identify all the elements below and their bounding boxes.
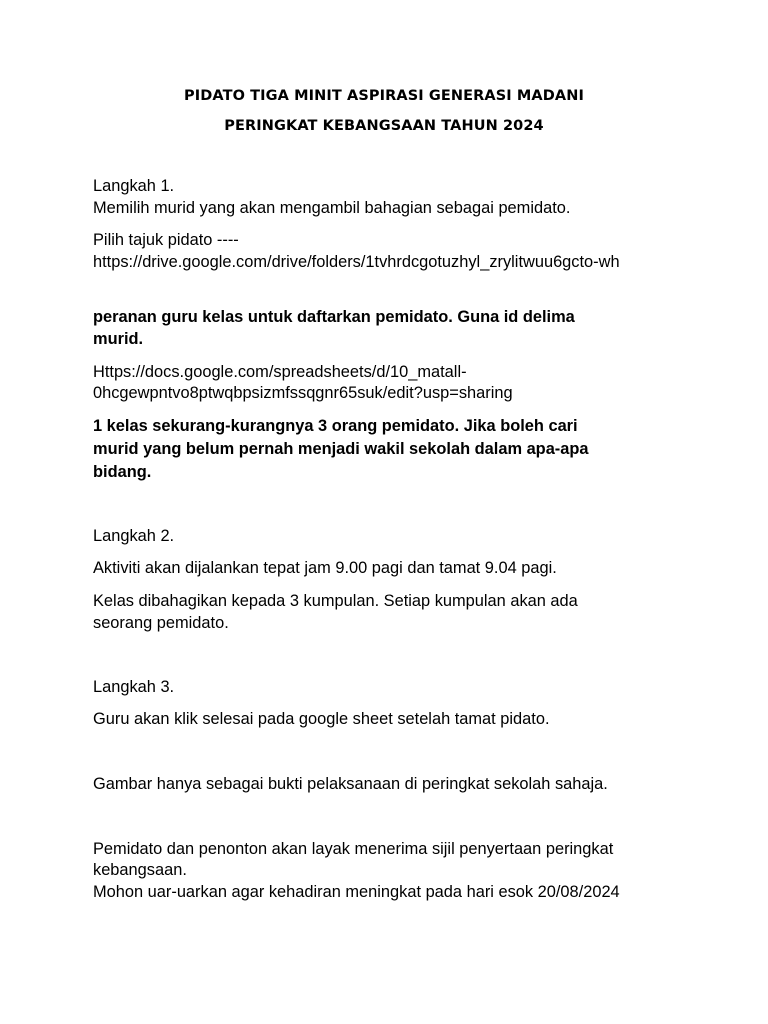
step1-quota-line-3: bidang. [93, 463, 152, 481]
step1-quota-line-1: 1 kelas sekurang-kurangnya 3 orang pemidato. Jika boleh cari [93, 417, 578, 435]
reminder-line: Mohon uar-uarkan agar kehadiran meningkat pada hari esok 20/08/2024 [93, 883, 620, 901]
step1-select-students: Memilih murid yang akan mengambil bahagian sebagai pemidato. [93, 199, 571, 217]
certificate-line-1: Pemidato dan penonton akan layak menerima sijil penyertaan peringkat [93, 840, 614, 858]
document-title-line-1: PIDATO TIGA MINIT ASPIRASI GENERASI MADANI [184, 88, 584, 104]
evidence-note: Gambar hanya sebagai bukti pelaksanaan di peringkat sekolah sahaja. [93, 775, 608, 793]
step3-finish-line: Guru akan klik selesai pada google sheet setelah tamat pidato. [93, 710, 550, 728]
step1-sheet-link-line-2[interactable]: 0hcgewpntvo8ptwqbpsizmfssqgnr65suk/edit?usp=sharing [93, 384, 513, 402]
step2-group-line-1: Kelas dibahagikan kepada 3 kumpulan. Setiap kumpulan akan ada [93, 592, 578, 610]
document-title-line-2: PERINGKAT KEBANGSAAN TAHUN 2024 [224, 118, 544, 134]
step1-sheet-link-line-1[interactable]: Https://docs.google.com/spreadsheets/d/10_matall- [93, 363, 467, 381]
step1-teacher-role-line-1: peranan guru kelas untuk daftarkan pemidato. Guna id delima [93, 308, 575, 326]
step1-heading: Langkah 1. [93, 177, 175, 195]
step1-topic-link[interactable]: https://drive.google.com/drive/folders/1tvhrdcgotuzhyl_zrylitwuu6gcto-wh [93, 253, 620, 271]
step2-time-line: Aktiviti akan dijalankan tepat jam 9.00 pagi dan tamat 9.04 pagi. [93, 559, 557, 577]
step1-teacher-role-line-2: murid. [93, 330, 144, 348]
step2-group-line-2: seorang pemidato. [93, 614, 229, 632]
step1-topic-label: Pilih tajuk pidato ---- [93, 231, 239, 249]
step1-quota-line-2: murid yang belum pernah menjadi wakil sekolah dalam apa-apa [93, 440, 589, 458]
step3-heading: Langkah 3. [93, 678, 175, 696]
step2-heading: Langkah 2. [93, 527, 175, 545]
certificate-line-2: kebangsaan. [93, 861, 187, 879]
